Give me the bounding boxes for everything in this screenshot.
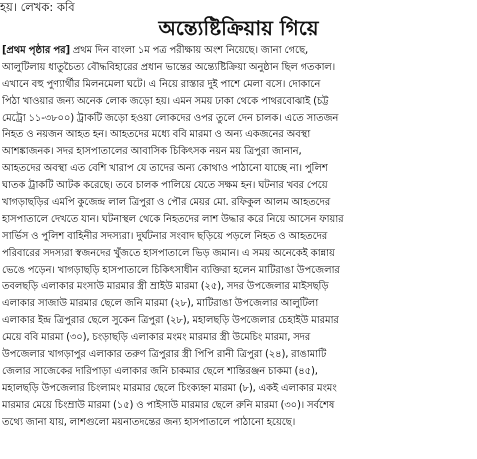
article-line: জেলার সাজেকের দারিপাড়া এলাকার জনি চাকমার ছেলে শান্তিরঞ্জন চাকমা (৪৫), bbox=[2, 365, 318, 377]
article-body bbox=[2, 43, 475, 431]
article-line: আলুটিলায় ধাতুচৈত্য বৌদ্ধবিহারের প্রধান ভান্তের অন্ত্যেষ্টিক্রিয়া অনুষ্ঠান ছিল গতকাল। bbox=[2, 61, 336, 73]
article-line: তবলছড়ি এলাকার মংসাউ মারমার স্ত্রী ম্রাইউ মারমা (২৫), সদর উপজেলার মাইসছড়ি bbox=[2, 281, 329, 293]
article-line: ভেঙে পড়েন। খাগড়াছড়ি হাসপাতালে চিকিৎসাধীন ব্যক্তিরা হলেন মাটিরাঙা উপজেলার bbox=[2, 264, 340, 276]
article-line: এলাকার সাজাউ মারমার ছেলে জনি মারমা (২৮), মাটিরাঙা উপজেলার আলুটিলা bbox=[2, 298, 319, 310]
article-line: আহতদের অবস্থা এত বেশি খারাপ যে তাদের অন্য কোথাও পাঠানো যাচ্ছে না। পুলিশ bbox=[2, 163, 328, 175]
article-line: মারমার মেয়ে চিংম্রাউ মারমা (১৫) ও পাইসাউ মারমার ছেলে রুনি মারমা (৩০)। সর্বশেষ bbox=[2, 399, 335, 411]
article-line: উপজেলার খাগড়াপুর এলাকার তরুণ ত্রিপুরার স্ত্রী পিপি রানী ত্রিপুরা (২৪), রাঙামাটি bbox=[2, 349, 327, 361]
continuation-marker: [প্রথম পৃষ্ঠার পর] bbox=[2, 45, 70, 56]
article-line: আশঙ্কাজনক। সদর হাসপাতালের আবাসিক চিকিৎসক নয়ন ময় ত্রিপুরা জানান, bbox=[2, 146, 302, 158]
article-headline: অন্ত্যেষ্টিক্রিয়ায় গিয়ে bbox=[158, 16, 319, 40]
article-line: হাসপাতালে দেখতে যান। ঘটনাস্থল থেকে নিহতদের লাশ উদ্ধার করে নিয়ে আসেন ফায়ার bbox=[2, 213, 344, 225]
article-line: পরিবারের সদস্যরা স্বজনদের খুঁজতে হাসপাতালে ভিড় জমান। এ সময় অনেকেই কান্নায় bbox=[2, 247, 335, 259]
article-line: এখানে বহু পুণ্যার্থীর মিলনমেলা ঘটে। এ নিয়ে রাস্তার দুই পাশে মেলা বসে। দোকানে bbox=[2, 78, 321, 90]
article-line: এলাকার ইন্দ্র ত্রিপুরার ছেলে সুকেন ত্রিপুরা (২৮), মহালছড়ি উপজেলার চেহাইউ মারমার bbox=[2, 315, 339, 327]
article-line: খাগড়াছড়ির এমপি কুজেন্দ্র লাল ত্রিপুরা ও পৌর মেয়র মো. রফিকুল আলম আহতদের bbox=[2, 197, 331, 209]
article-line: তথ্যে জানা যায়, লাশগুলো ময়নাতদন্তের জন্য হাসপাতালে পাঠানো হয়েছে। bbox=[2, 416, 296, 428]
article-line: পিঠা খাওয়ার জন্য অনেক লোক জড়ো হয়। এমন সময় ঢাকা থেকে পাথরবোঝাই (চট্ট bbox=[2, 95, 329, 107]
article-line: মেয়ে ববি মারমা (৩০), চংড়াছড়ি এলাকার মংমং মারমার স্ত্রী উমেচিং মারমা, সদর bbox=[2, 332, 311, 344]
article-text: প্রথম দিন বাংলা ১ম পত্র পরীক্ষায় অংশ নিয়েছে। জানা গেছে, bbox=[69, 45, 309, 56]
article-line: সার্ভিস ও পুলিশ বাহিনীর সদস্যরা। দুর্ঘটনার সংবাদ ছড়িয়ে পড়লে নিহত ও আহতদের bbox=[2, 230, 328, 242]
previous-article-tail: হয়। লেখক: কবি bbox=[0, 0, 75, 14]
article-line: ঘাতক ট্রাকটি আটক করেছে। তবে চালক পালিয়ে যেতে সক্ষম হন। ঘটনার খবর পেয়ে bbox=[2, 180, 328, 192]
article-line: মহালছড়ি উপজেলার চিংলামং মারমার ছেলে চিংক্যহ্না মারমা (৮), একই এলাকার মংমং bbox=[2, 382, 337, 394]
article-line: মেট্রো ১১-৩৮০০) ট্রাকটি জড়ো হওয়া লোকদের ওপর তুলে দেন চালক। এতে সাতজন bbox=[2, 112, 339, 124]
article-line bbox=[2, 43, 475, 60]
article-line: নিহত ও নয়জন আহত হন। আহতদের মধ্যে ববি মারমা ও অন্য একজনের অবস্থা bbox=[2, 129, 311, 141]
